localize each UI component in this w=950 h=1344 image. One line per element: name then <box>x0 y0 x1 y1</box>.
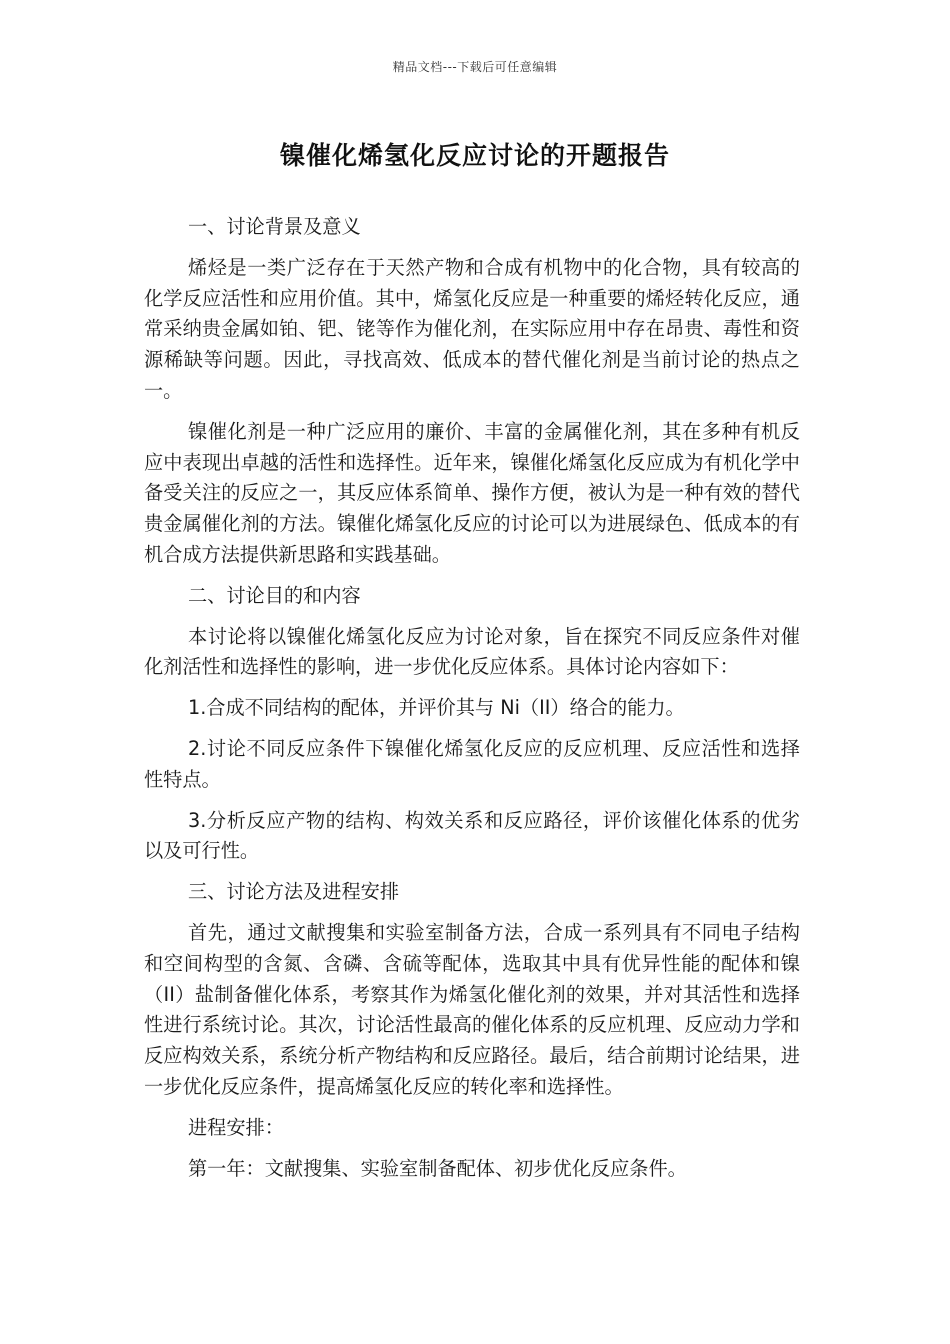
paragraph-background-2: 镍催化剂是一种广泛应用的廉价、丰富的金属催化剂，其在多种有机反应中表现出卓越的活性和选择性。近年来，镍催化烯氢化反应成为有机化学中备受关注的反应之一，其反应体系简单、操作方便，被认为是一种有效的替代贵金属催化剂的方法。镍催化烯氢化反应的讨论可以为进展绿色、低成本的有机合成方法提供新思路和实践基础。 <box>144 419 800 566</box>
section-heading-objectives: 二、讨论目的和内容 <box>188 583 361 607</box>
paragraph-objectives: 本讨论将以镍催化烯氢化反应为讨论对象，旨在探究不同反应条件对催化剂活性和选择性的影响，进一步优化反应体系。具体讨论内容如下： <box>144 624 800 679</box>
document-body <box>144 212 800 1194</box>
section-heading-background: 一、讨论背景及意义 <box>188 215 361 238</box>
section-heading-methods: 三、讨论方法及进程安排 <box>188 880 400 904</box>
list-item-1: 1.合成不同结构的配体，并评价其与 Ni（II）络合的能力。 <box>188 696 685 720</box>
schedule-year-1: 第一年：文献搜集、实验室制备配体、初步优化反应条件。 <box>188 1156 687 1180</box>
paragraph-background-1: 烯烃是一类广泛存在于天然产物和合成有机物中的化合物，具有较高的化学反应活性和应用价值。其中，烯氢化反应是一种重要的烯烃转化反应，通常采纳贵金属如铂、钯、铑等作为催化剂，在实际应用中存在昂贵、毒性和资源稀缺等问题。因此，寻找高效、低成本的替代催化剂是当前讨论的热点之一。 <box>144 255 800 402</box>
header-note: 精品文档---下载后可任意编辑 <box>392 60 558 74</box>
schedule-label: 进程安排： <box>188 1115 284 1139</box>
document-title: 镍催化烯氢化反应讨论的开题报告 <box>279 141 670 170</box>
paragraph-methods: 首先，通过文献搜集和实验室制备方法，合成一系列具有不同电子结构和空间构型的含氮、含磷、含硫等配体，选取其中具有优异性能的配体和镍（II）盐制备催化体系，考察其作为烯氢化催化剂的效果，并对其活性和选择性进行系统讨论。其次，讨论活性最高的催化体系的反应机理、反应动力学和反应构效关系，系统分析产物结构和反应路径。最后，结合前期讨论结果，进一步优化反应条件，提高烯氢化反应的转化率和选择性。 <box>144 920 800 1098</box>
list-item-2: 2.讨论不同反应条件下镍催化烯氢化反应的反应机理、反应活性和选择性特点。 <box>144 736 800 791</box>
list-item-3: 3.分析反应产物的结构、构效关系和反应路径，评价该催化体系的优劣以及可行性。 <box>144 808 800 863</box>
